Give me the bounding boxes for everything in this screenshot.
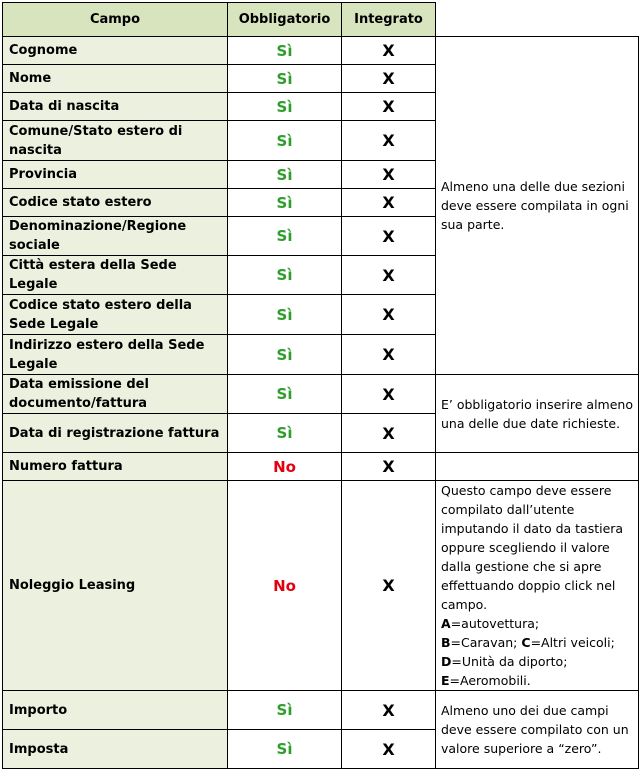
campo-cell: Cognome — [3, 37, 228, 65]
code-letter: C — [521, 635, 531, 650]
obbligatorio-cell: Sì — [228, 295, 342, 335]
code-text: =Aeromobili. — [449, 673, 531, 688]
obbligatorio-cell: Sì — [228, 93, 342, 121]
note-empty — [436, 453, 639, 481]
obbligatorio-cell: Sì — [228, 256, 342, 295]
integrato-cell: X — [342, 481, 436, 691]
header-obbligatorio: Obbligatorio — [228, 3, 342, 37]
campo-cell: Data di registrazione fattura — [3, 414, 228, 453]
campo-cell: Numero fattura — [3, 453, 228, 481]
obbligatorio-cell: Sì — [228, 65, 342, 93]
campo-cell: Data di nascita — [3, 93, 228, 121]
code-text: =Altri veicoli; — [530, 635, 615, 650]
campo-cell: Codice stato estero — [3, 189, 228, 217]
code-text: =autovettura; — [450, 616, 540, 631]
obbligatorio-cell: No — [228, 453, 342, 481]
code-letter: A — [441, 616, 451, 631]
campo-cell: Importo — [3, 691, 228, 730]
code-text: =Unità da diporto; — [451, 654, 568, 669]
table-row — [3, 691, 639, 730]
obbligatorio-cell: Sì — [228, 37, 342, 65]
integrato-cell: X — [342, 335, 436, 375]
campo-cell: Città estera della Sede Legale — [3, 256, 228, 295]
fields-table — [2, 2, 639, 769]
integrato-cell: X — [342, 256, 436, 295]
campo-cell: Codice stato estero della Sede Legale — [3, 295, 228, 335]
campo-cell: Denominazione/Regione sociale — [3, 217, 228, 256]
note-leasing-intro: Questo campo deve essere compilato dall’utente imputando il dato da tastiera oppure scegliendo il valore dalla gestione che si apre effettuando doppio click nel campo. — [441, 483, 624, 612]
integrato-cell: X — [342, 730, 436, 769]
obbligatorio-cell: Sì — [228, 375, 342, 414]
integrato-cell: X — [342, 375, 436, 414]
table-row — [3, 37, 639, 65]
header-campo: Campo — [3, 3, 228, 37]
obbligatorio-cell: Sì — [228, 414, 342, 453]
integrato-cell: X — [342, 295, 436, 335]
table-row — [3, 375, 639, 414]
integrato-cell: X — [342, 93, 436, 121]
note-sezioni: Almeno una delle due sezioni deve essere compilata in ogni sua parte. — [436, 37, 639, 375]
obbligatorio-cell: Sì — [228, 730, 342, 769]
integrato-cell: X — [342, 189, 436, 217]
code-text: =Caravan; — [450, 635, 518, 650]
code-letter: B — [441, 635, 451, 650]
table-row — [3, 481, 639, 691]
header-row — [3, 3, 639, 37]
integrato-cell: X — [342, 37, 436, 65]
note-leasing — [436, 481, 639, 691]
campo-cell: Nome — [3, 65, 228, 93]
header-integrato: Integrato — [342, 3, 436, 37]
obbligatorio-cell: Sì — [228, 161, 342, 189]
campo-cell: Comune/Stato estero di nascita — [3, 121, 228, 161]
obbligatorio-cell: Sì — [228, 121, 342, 161]
integrato-cell: X — [342, 691, 436, 730]
integrato-cell: X — [342, 217, 436, 256]
obbligatorio-cell: Sì — [228, 217, 342, 256]
integrato-cell: X — [342, 121, 436, 161]
integrato-cell: X — [342, 161, 436, 189]
obbligatorio-cell: No — [228, 481, 342, 691]
integrato-cell: X — [342, 414, 436, 453]
code-letter: E — [441, 673, 450, 688]
integrato-cell: X — [342, 453, 436, 481]
campo-cell: Imposta — [3, 730, 228, 769]
obbligatorio-cell: Sì — [228, 335, 342, 375]
note-date: E’ obbligatorio inserire almeno una delle due date richieste. — [436, 375, 639, 453]
table-row — [3, 453, 639, 481]
code-letter: D — [441, 654, 452, 669]
campo-cell: Data emissione del documento/fattura — [3, 375, 228, 414]
campo-cell: Provincia — [3, 161, 228, 189]
header-blank — [436, 3, 639, 37]
integrato-cell: X — [342, 65, 436, 93]
campo-cell: Indirizzo estero della Sede Legale — [3, 335, 228, 375]
campo-cell: Noleggio Leasing — [3, 481, 228, 691]
note-importo: Almeno uno dei due campi deve essere compilato con un valore superiore a “zero”. — [436, 691, 639, 769]
obbligatorio-cell: Sì — [228, 189, 342, 217]
obbligatorio-cell: Sì — [228, 691, 342, 730]
